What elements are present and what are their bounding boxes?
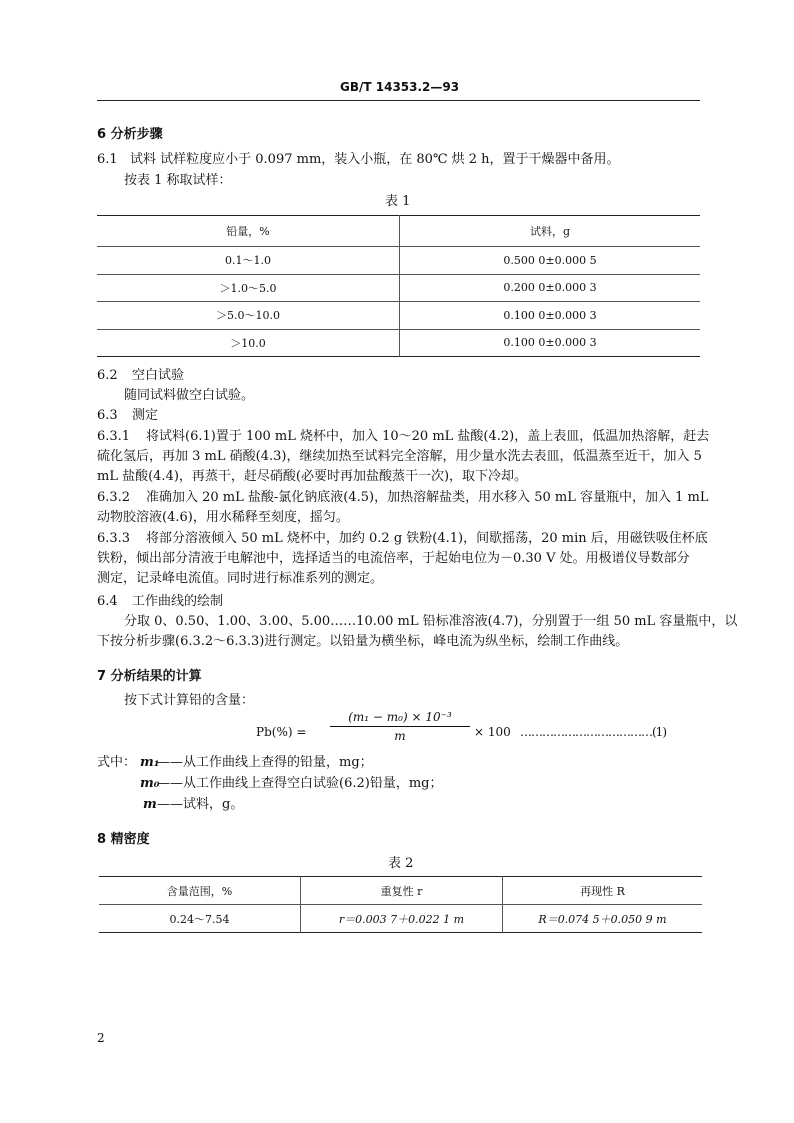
formula-tail: × 100 [474, 725, 511, 739]
clause-6-1-line2: 按表 1 称取试样： [124, 173, 232, 188]
table1-cell: ＞10.0 [97, 329, 400, 357]
clause-6-1-line1: 试料 试样粒度应小于 0.097 mm，装入小瓶，在 80℃ 烘 2 h，置于干燥器中备用。 [130, 152, 620, 167]
clause-6-2-title: 空白试验 [132, 368, 185, 383]
clause-6-1-number: 6.1 [97, 152, 118, 167]
var-symbol: m [143, 797, 157, 812]
formula-denominator: m [394, 729, 406, 743]
clause-6-3-3-line3: 测定，记录峰电流值。同时进行标准系列的测定。 [97, 571, 384, 586]
page-number: 2 [97, 1031, 105, 1045]
table1-cell: ＞1.0～5.0 [97, 274, 400, 302]
clause-6-4-line2: 下按分析步骤(6.3.2～6.3.3)进行测定。以铅量为横坐标，峰电流为纵坐标，绘制工作曲线。 [97, 634, 629, 649]
var-description: ——从工作曲线上查得的铅量，mg； [157, 755, 373, 770]
formula-lhs: Pb(%) = [256, 725, 307, 739]
table1-header-cell: 铅量，% [97, 216, 400, 247]
section-7-heading: 7 分析结果的计算 [97, 669, 202, 684]
table1-cell: 0.100 0±0.000 3 [503, 336, 597, 350]
clause-6-2-number: 6.2 [97, 368, 118, 383]
clause-6-3-1-line2: 硫化氢后，再加 3 mL 硝酸(4.3)，继续加热至试料完全溶解，用少量水洗去表皿，低温蒸至近干，加入 5 [97, 449, 702, 464]
table2-header-cell: 重复性 r [301, 877, 503, 905]
clause-6-4-line1: 分取 0、0.50、1.00、3.00、5.00……10.00 mL 铅标准溶液(4.7)，分别置于一组 50 mL 容量瓶中，以 [124, 614, 738, 629]
table2-row [99, 905, 702, 933]
formula-equation-number: ………………………………(1) [520, 725, 666, 739]
table1-row [97, 302, 700, 330]
clause-6-3-3-number: 6.3.3 [97, 531, 131, 546]
section-7-intro: 按下式计算铅的含量： [124, 693, 255, 708]
clause-6-3-1-line3: mL 盐酸(4.4)，再蒸干，赶尽硝酸(必要时再加盐酸蒸干一次)，取下冷却。 [97, 469, 528, 484]
clause-6-3-3-line2: 铁粉，倾出部分清液于电解池中，选择适当的电流倍率，于起始电位为－0.30 V 处。用极谱仪导数部分 [97, 551, 690, 566]
table2-cell: r＝0.003 7＋0.022 1 m [301, 905, 503, 933]
clause-6-3-title: 测定 [132, 408, 159, 423]
var-description: ——从工作曲线上查得空白试验(6.2)铅量，mg； [157, 776, 443, 791]
table1-cell: 0.200 0±0.000 3 [400, 274, 701, 302]
table1-header-cell: 试料，g [400, 216, 701, 247]
table1 [97, 215, 700, 357]
table1-caption: 表 1 [385, 194, 411, 209]
section-6-heading: 6 分析步骤 [97, 127, 163, 142]
header-rule [97, 100, 700, 101]
var-description: ——试料，g。 [157, 797, 244, 812]
table1-cell: 0.100 0±0.000 3 [400, 302, 701, 330]
clause-6-3-2-line1: 准确加入 20 mL 盐酸-氯化钠底液(4.5)，加热溶解盐类，用水移入 50 mL 容量瓶中，加入 1 mL [146, 490, 709, 505]
clause-6-4-title: 工作曲线的绘制 [132, 594, 224, 609]
table1-header-row [97, 216, 700, 247]
table1-row [97, 274, 700, 302]
clause-6-3-1-number: 6.3.1 [97, 429, 131, 444]
table2-cell: R＝0.074 5＋0.050 9 m [538, 912, 667, 926]
clause-6-3-number: 6.3 [97, 408, 118, 423]
table2-cell: 0.24～7.54 [99, 905, 301, 933]
formula-fraction [330, 710, 470, 743]
table1-cell: 0.500 0±0.000 5 [400, 247, 701, 275]
var-symbol: m₁ [140, 755, 160, 770]
table2-caption: 表 2 [388, 856, 414, 871]
table2-header-row [99, 877, 702, 905]
clause-6-2-text: 随同试料做空白试验。 [124, 388, 255, 403]
var-symbol: m₀ [140, 776, 160, 791]
clause-6-3-2-line2: 动物胶溶液(4.6)，用水稀释至刻度，摇匀。 [97, 510, 349, 525]
table2 [99, 876, 702, 933]
table1-row [97, 329, 700, 357]
where-label: 式中： [97, 755, 137, 770]
table1-cell: ＞5.0～10.0 [97, 302, 400, 330]
clause-6-3-3-line1: 将部分溶液倾入 50 mL 烧杯中，加约 0.2 g 铁粉(4.1)，间歇摇荡，20 min 后，用磁铁吸住杯底 [146, 531, 708, 546]
clause-6-4-number: 6.4 [97, 594, 118, 609]
table2-header-cell: 再现性 R [503, 877, 703, 905]
clause-6-3-2-number: 6.3.2 [97, 490, 131, 505]
table2-header-cell: 含量范围，% [99, 877, 301, 905]
clause-6-3-1-line1: 将试料(6.1)置于 100 mL 烧杯中，加入 10～20 mL 盐酸(4.2)，盖上表皿，低温加热溶解，赶去 [146, 429, 710, 444]
standard-number: GB/T 14353.2—93 [340, 80, 460, 94]
formula-numerator: (m₁ − m₀) × 10⁻³ [330, 710, 470, 727]
table1-cell: 0.1～1.0 [97, 247, 400, 275]
section-8-heading: 8 精密度 [97, 832, 150, 847]
table1-row [97, 247, 700, 275]
